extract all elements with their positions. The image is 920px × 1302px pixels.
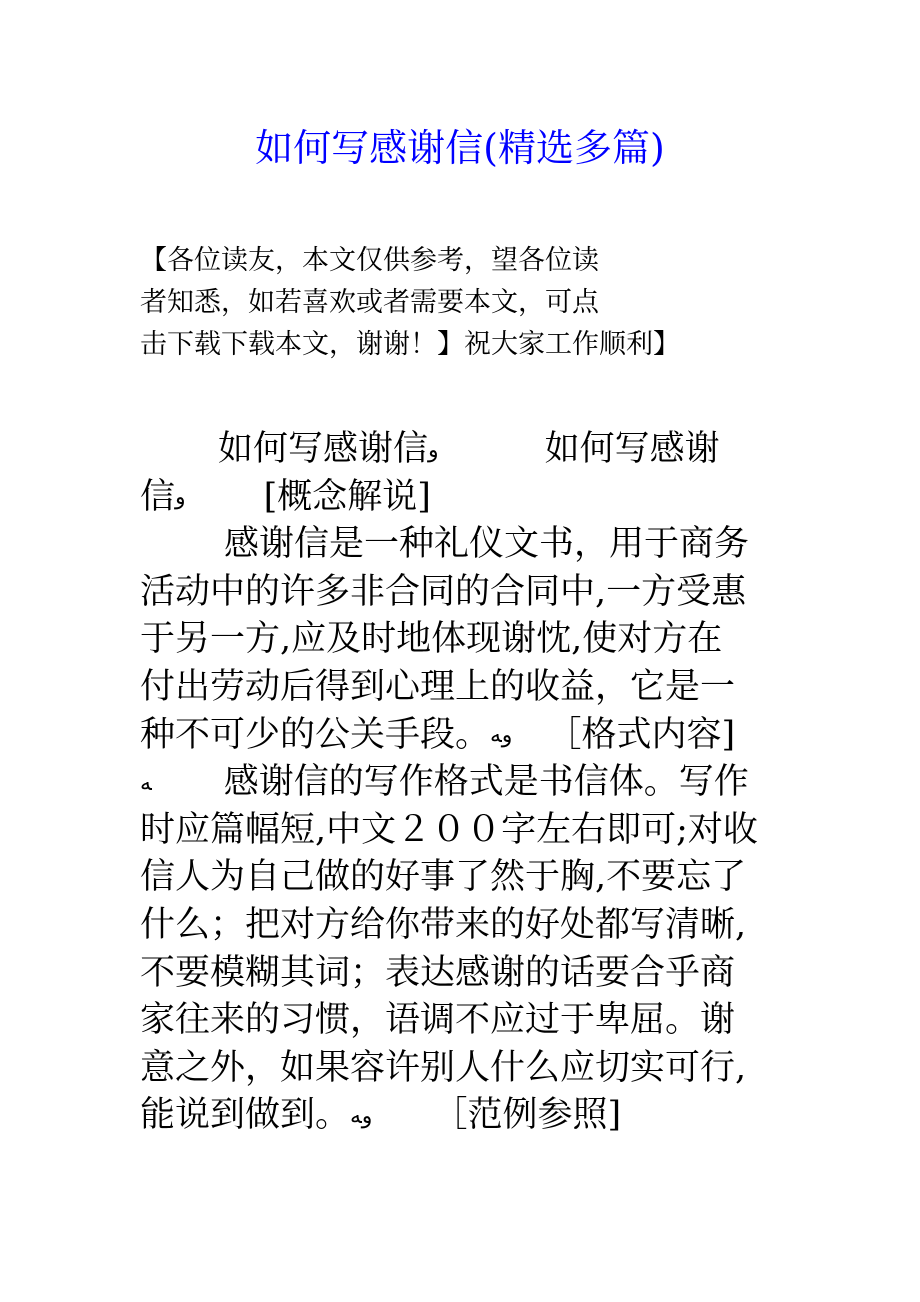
body-line: 什么；把对方给你带来的好处都写清晰, <box>140 904 747 945</box>
body-line: 付出劳动后得到心理上的收益，它是一 <box>140 666 736 707</box>
paragraph-mark: و <box>428 437 439 463</box>
paragraph-mark: وﻪ <box>490 723 513 749</box>
body-text-run: 种不可少的公关手段。 <box>140 714 491 755</box>
body-line <box>140 426 782 474</box>
body-line: 家往来的习惯，语调不应过于卑屈。谢 <box>140 1000 736 1041</box>
body-text-run: 能说到做到。 <box>140 1095 351 1136</box>
notice-line: 【各位读友，本文仅供参考，望各位读 <box>140 245 599 276</box>
body-line: 于另一方,应及时地体现谢忱,使对方在 <box>140 619 723 660</box>
heading-text: 如何写感谢信 <box>218 429 429 469</box>
body-line: 不要模糊其词；表达感谢的话要合乎商 <box>140 952 736 993</box>
paragraph-mark: وﻪ <box>350 1104 373 1130</box>
paragraph-mark: و <box>175 485 186 511</box>
body-line <box>140 712 782 760</box>
notice-line: 者知悉，如若喜欢或者需要本文，可点 <box>140 287 599 318</box>
section-label: [概念解说] <box>263 476 431 517</box>
body-line <box>140 521 782 569</box>
paragraph-mark: ﻪ <box>140 770 152 796</box>
body-line <box>140 759 782 807</box>
body-line: 意之外，如果容许别人什么应切实可行, <box>140 1047 747 1088</box>
heading-text: 如何写感谢 <box>544 429 720 469</box>
download-notice <box>140 240 680 366</box>
body-line: 信人为自己做的好事了然于胸,不要忘了 <box>140 857 747 898</box>
body-line <box>140 474 782 522</box>
document-title: 如何写感谢信(精选多篇) <box>255 126 665 170</box>
section-label: ［范例参照] <box>432 1095 622 1136</box>
body-line <box>140 1092 782 1140</box>
body-text <box>140 426 782 1140</box>
notice-line: 击下载下载本文，谢谢！】祝大家工作顺利】 <box>140 329 680 360</box>
body-text-run: 感谢信的写作格式是书信体。写作 <box>223 762 749 803</box>
body-line: 时应篇幅短,中文２００字左右即可;对收 <box>140 809 758 850</box>
body-text-run: 感谢信是一种礼仪文书，用于商务 <box>224 524 750 565</box>
heading-text: 信 <box>140 476 176 517</box>
section-label: ［格式内容] <box>546 714 736 755</box>
body-line: 活动中的许多非合同的合同中,一方受惠 <box>140 571 747 612</box>
